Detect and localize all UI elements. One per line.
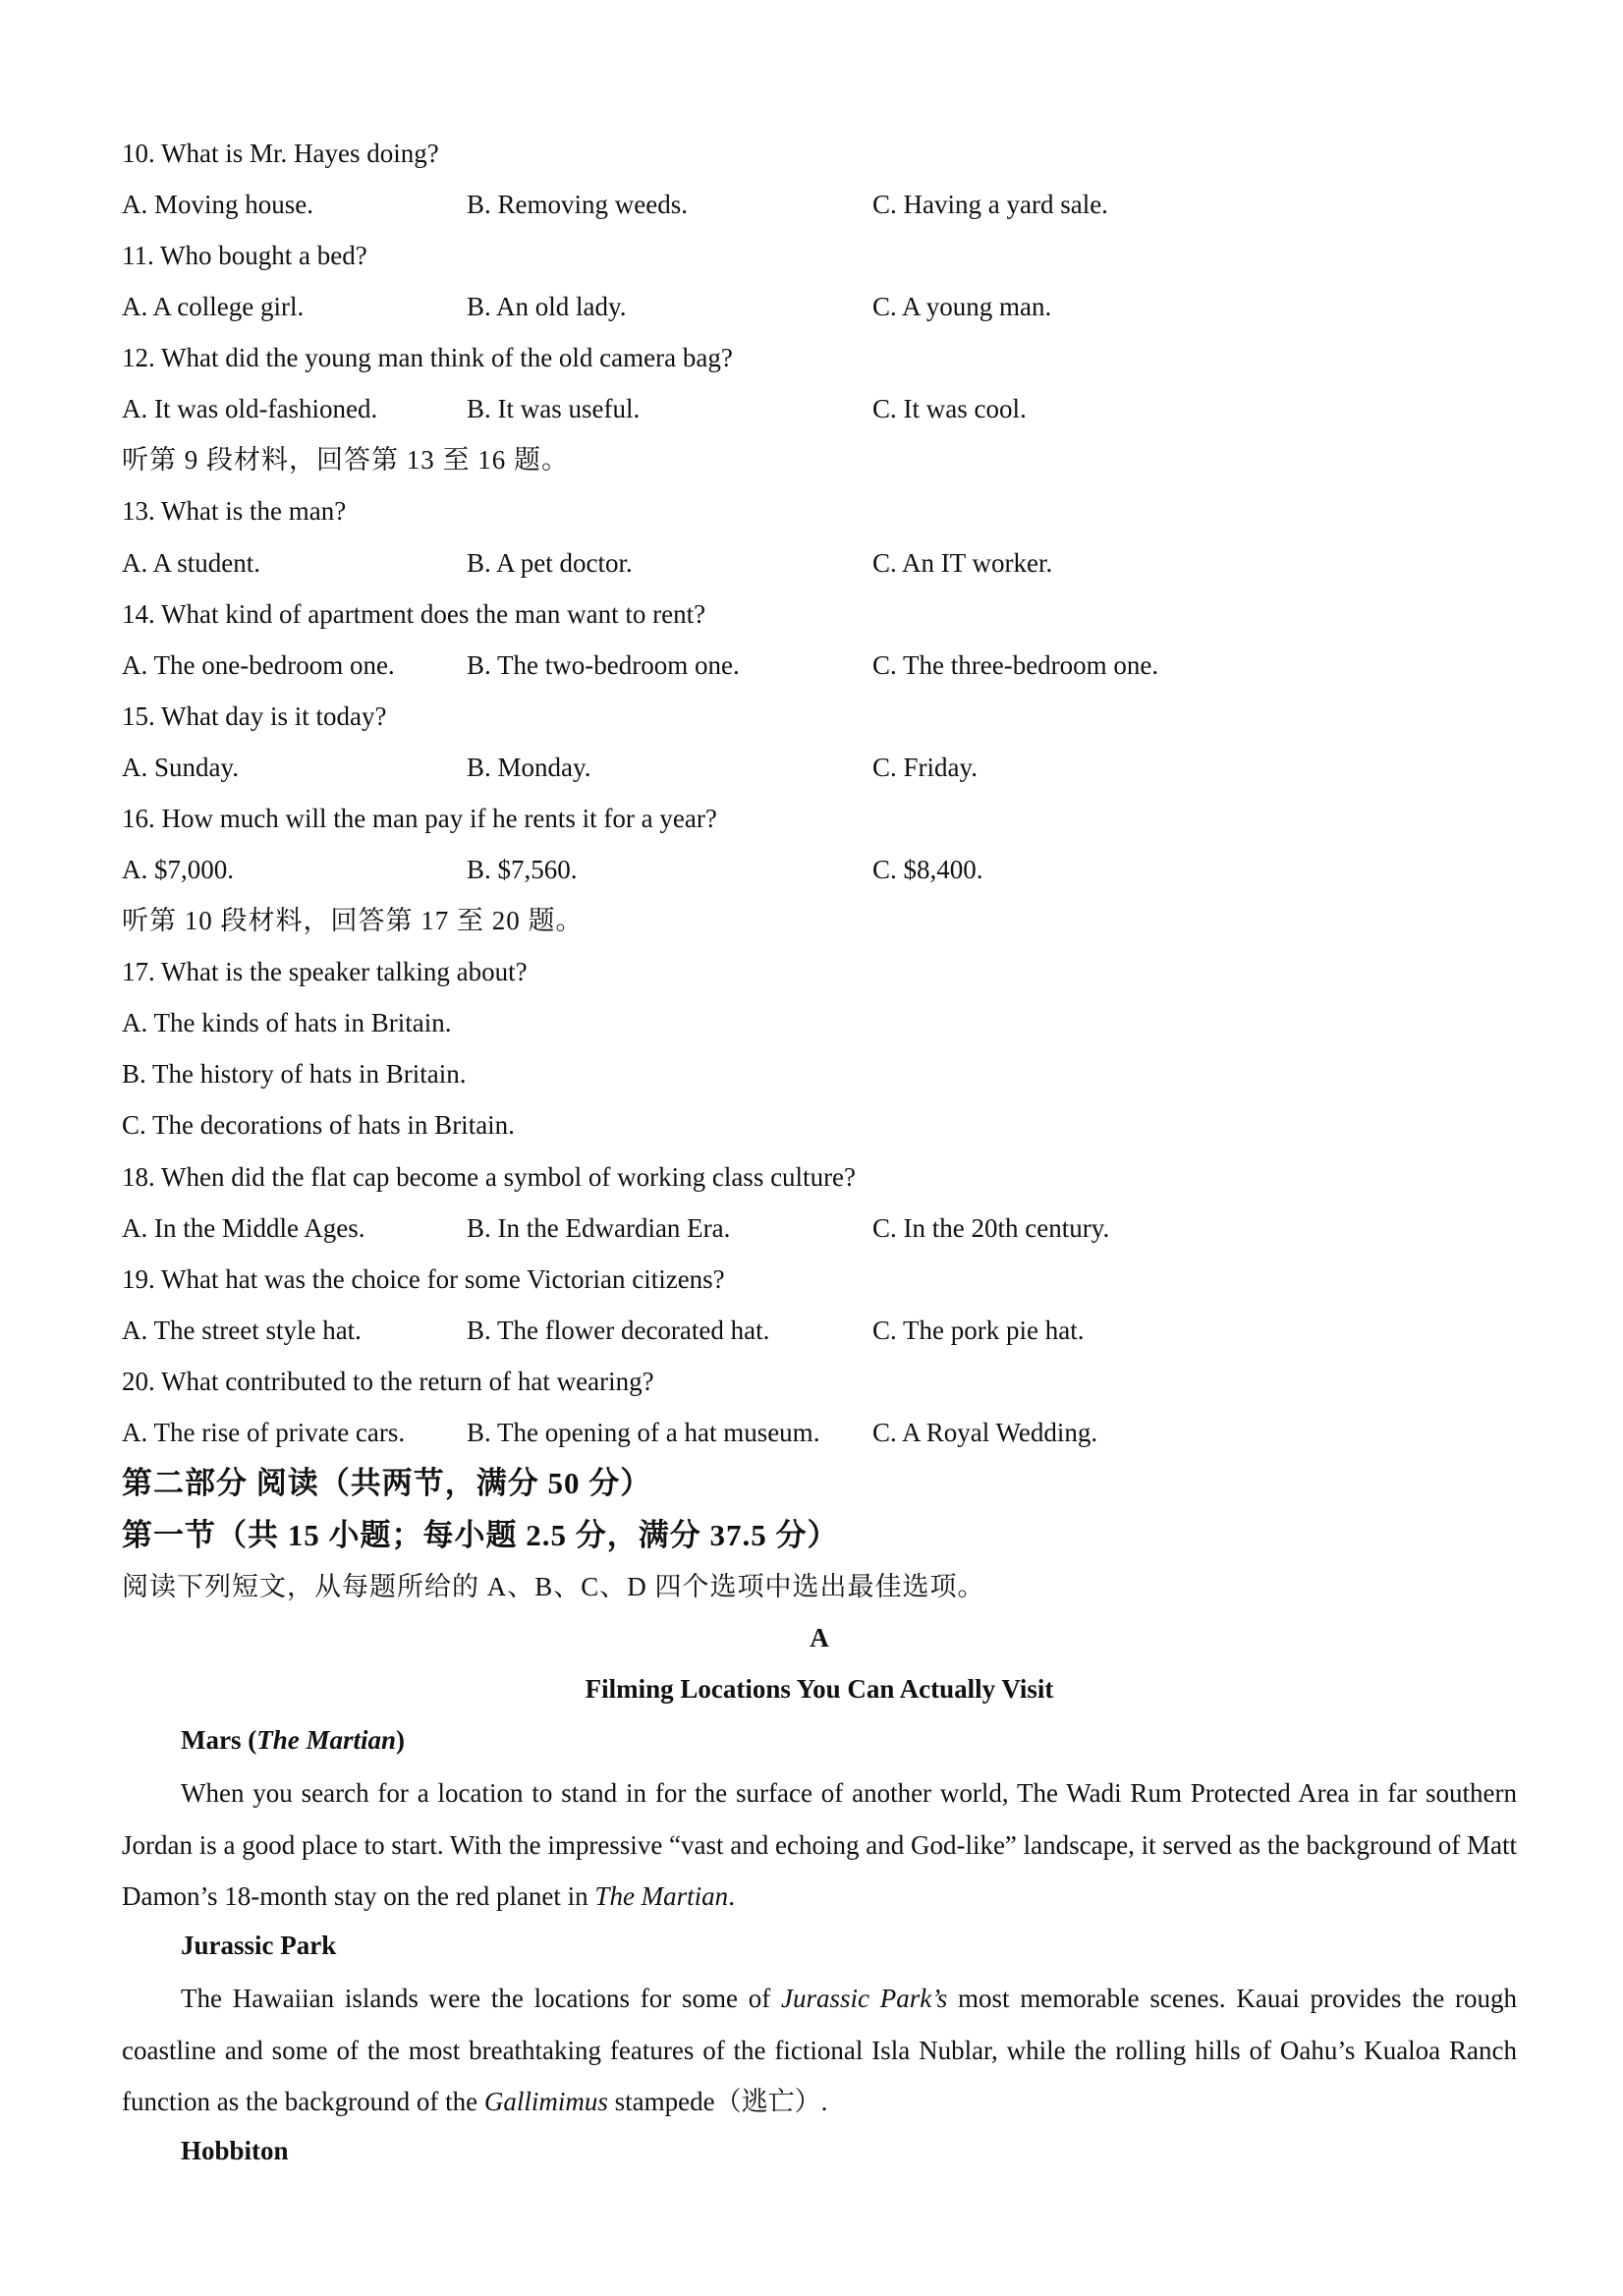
option-a: A. In the Middle Ages. bbox=[122, 1213, 365, 1243]
question-17: 17. What is the speaker talking about? bbox=[122, 957, 528, 986]
option-b: B. An old lady. bbox=[467, 292, 627, 321]
subheading-hobbiton: Hobbiton bbox=[181, 2136, 289, 2165]
instruction-section-10: 听第 10 段材料，回答第 17 至 20 题。 bbox=[122, 906, 584, 935]
option-c: C. A Royal Wedding. bbox=[872, 1418, 1098, 1447]
section-one-heading: 第一节（共 15 小题；每小题 2.5 分，满分 37.5 分） bbox=[122, 1518, 839, 1552]
option-c: C. Friday. bbox=[872, 753, 978, 782]
option-b: B. $7,560. bbox=[467, 855, 578, 884]
question-20: 20. What contributed to the return of hat wearing? bbox=[122, 1367, 654, 1396]
option-b: B. The two-bedroom one. bbox=[467, 650, 740, 680]
passage-letter: A bbox=[810, 1623, 829, 1652]
option-c: C. $8,400. bbox=[872, 855, 983, 884]
question-13: 13. What is the man? bbox=[122, 496, 347, 526]
question-10: 10. What is Mr. Hayes doing? bbox=[122, 139, 439, 168]
option-c: C. A young man. bbox=[872, 292, 1052, 321]
reading-instruction: 阅读下列短文，从每题所给的 A、B、C、D 四个选项中选出最佳选项。 bbox=[122, 1572, 985, 1601]
option-b: B. Monday. bbox=[467, 753, 591, 782]
part-two-heading: 第二部分 阅读（共两节，满分 50 分） bbox=[122, 1466, 652, 1500]
option-c: C. The pork pie hat. bbox=[872, 1316, 1085, 1345]
subheading-jurassic-park: Jurassic Park bbox=[181, 1931, 337, 1960]
question-11: 11. Who bought a bed? bbox=[122, 241, 367, 270]
option-a: A. It was old-fashioned. bbox=[122, 394, 378, 423]
option-17-b: B. The history of hats in Britain. bbox=[122, 1059, 467, 1089]
option-b: B. Removing weeds. bbox=[467, 190, 688, 219]
option-a: A. The rise of private cars. bbox=[122, 1418, 406, 1447]
option-b: B. In the Edwardian Era. bbox=[467, 1213, 731, 1243]
instruction-section-9: 听第 9 段材料，回答第 13 至 16 题。 bbox=[122, 445, 569, 475]
question-18: 18. When did the flat cap become a symbol of working class culture? bbox=[122, 1162, 857, 1192]
option-a: A. The one-bedroom one. bbox=[122, 650, 395, 680]
paragraph-jurassic-park: The Hawaiian islands were the locations for some of Jurassic Park’s most memorable scenes. Kauai provides the rough coastline and some of the most breathtaking features of the fictional Isla Nublar, while the rolling hills of Oahu’s Kualoa Ranch function as the background of the Gallimimus stampede（逃亡）. bbox=[122, 1984, 1517, 2116]
option-17-a: A. The kinds of hats in Britain. bbox=[122, 1008, 452, 1037]
option-a: A. Sunday. bbox=[122, 753, 239, 782]
subheading-mars: Mars (The Martian) bbox=[181, 1725, 405, 1755]
option-a: A. A college girl. bbox=[122, 292, 305, 321]
option-c: C. In the 20th century. bbox=[872, 1213, 1110, 1243]
option-b: B. It was useful. bbox=[467, 394, 641, 423]
question-19: 19. What hat was the choice for some Victorian citizens? bbox=[122, 1264, 725, 1294]
question-14: 14. What kind of apartment does the man want to rent? bbox=[122, 599, 706, 629]
question-15: 15. What day is it today? bbox=[122, 701, 387, 731]
option-b: B. The opening of a hat museum. bbox=[467, 1418, 820, 1447]
option-c: C. An IT worker. bbox=[872, 548, 1053, 578]
option-a: A. A student. bbox=[122, 548, 261, 578]
option-a: A. The street style hat. bbox=[122, 1316, 362, 1345]
option-c: C. The three-bedroom one. bbox=[872, 650, 1159, 680]
option-b: B. The flower decorated hat. bbox=[467, 1316, 770, 1345]
option-b: B. A pet doctor. bbox=[467, 548, 633, 578]
option-c: C. It was cool. bbox=[872, 394, 1027, 423]
option-17-c: C. The decorations of hats in Britain. bbox=[122, 1110, 515, 1140]
question-12: 12. What did the young man think of the old camera bag? bbox=[122, 343, 733, 372]
paragraph-mars: When you search for a location to stand in for the surface of another world, The Wadi Rum Protected Area in far southern Jordan is a good place to start. With the impressive “vast and echoing and God-like” landscape, it served as the background of Matt Damon’s 18-month stay on the red planet in The Martian. bbox=[122, 1778, 1518, 1911]
option-c: C. Having a yard sale. bbox=[872, 190, 1108, 219]
option-a: A. Moving house. bbox=[122, 190, 313, 219]
question-16: 16. How much will the man pay if he rents it for a year? bbox=[122, 804, 717, 833]
option-a: A. $7,000. bbox=[122, 855, 234, 884]
passage-title: Filming Locations You Can Actually Visit bbox=[585, 1674, 1054, 1704]
